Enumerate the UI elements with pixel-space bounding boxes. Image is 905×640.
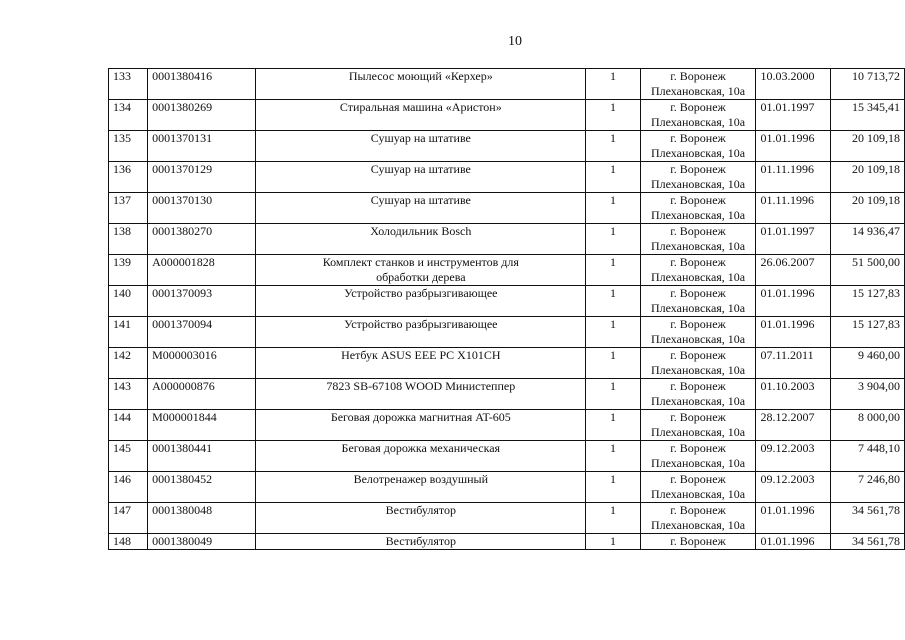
date: 01.01.1996 (760, 131, 815, 145)
item-name-cell (256, 131, 586, 162)
quantity-cell (586, 472, 640, 503)
row-number: 137 (113, 193, 131, 207)
quantity: 1 (610, 193, 617, 207)
item-name-cell (256, 503, 586, 534)
location-line: г. Воронеж (670, 441, 726, 455)
date: 26.06.2007 (760, 255, 815, 269)
cost-cell (830, 410, 904, 441)
table-row (109, 379, 905, 410)
date-cell (756, 100, 830, 131)
cost-cell (830, 348, 904, 379)
item-name-cell (256, 441, 586, 472)
row-number-cell (109, 193, 148, 224)
date-cell (756, 162, 830, 193)
location-cell (640, 286, 756, 317)
location-cell (640, 348, 756, 379)
location-cell (640, 162, 756, 193)
inventory-number: M000001844 (152, 410, 217, 424)
item-name-line: Холодильник Bosch (370, 224, 472, 238)
location-line: Плехановская, 10а (650, 487, 746, 501)
location-line: Плехановская, 10а (650, 425, 746, 439)
item-name-cell (256, 193, 586, 224)
inventory-number: M000003016 (152, 348, 217, 362)
item-name-line: Вестибулятор (385, 534, 456, 548)
quantity-cell (586, 379, 640, 410)
location-line: Плехановская, 10а (650, 456, 746, 470)
date: 01.01.1997 (760, 224, 815, 238)
location-line: г. Воронеж (670, 131, 726, 145)
cost-cell (830, 472, 904, 503)
date-cell (756, 286, 830, 317)
inventory-number-cell (148, 317, 256, 348)
location-line: Плехановская, 10а (650, 115, 746, 129)
location-line: Плехановская, 10а (650, 239, 746, 253)
row-number: 143 (113, 379, 131, 393)
date-cell (756, 348, 830, 379)
quantity: 1 (610, 379, 617, 393)
cost-cell (830, 162, 904, 193)
table-row (109, 410, 905, 441)
quantity: 1 (610, 472, 617, 486)
inventory-number-cell (148, 131, 256, 162)
inventory-number: 0001380416 (152, 69, 213, 83)
date: 01.01.1997 (760, 100, 815, 114)
location-line: г. Воронеж (670, 472, 726, 486)
inventory-number: 0001380441 (152, 441, 213, 455)
inventory-number: 0001370094 (152, 317, 213, 331)
row-number-cell (109, 100, 148, 131)
cost-cell (830, 224, 904, 255)
table-row (109, 69, 905, 100)
inventory-number-cell (148, 162, 256, 193)
row-number: 147 (113, 503, 131, 517)
inventory-number-cell (148, 503, 256, 534)
inventory-number-cell (148, 193, 256, 224)
row-number-cell (109, 69, 148, 100)
quantity: 1 (610, 348, 617, 362)
location-line: Плехановская, 10а (650, 270, 746, 284)
location-line: г. Воронеж (670, 317, 726, 331)
cost: 9 460,00 (858, 348, 900, 362)
table-row (109, 348, 905, 379)
item-name-cell (256, 472, 586, 503)
location-cell (640, 317, 756, 348)
quantity: 1 (610, 255, 617, 269)
cost-cell (830, 534, 904, 550)
item-name-cell (256, 317, 586, 348)
location-cell (640, 69, 756, 100)
inventory-number: A000001828 (152, 255, 215, 269)
cost: 7 448,10 (858, 441, 900, 455)
inventory-number: 0001370131 (152, 131, 213, 145)
date-cell (756, 224, 830, 255)
inventory-number: A000000876 (152, 379, 215, 393)
cost: 10 713,72 (852, 69, 900, 83)
row-number-cell (109, 348, 148, 379)
date-cell (756, 379, 830, 410)
row-number: 145 (113, 441, 131, 455)
date: 01.10.2003 (760, 379, 815, 393)
cost-cell (830, 317, 904, 348)
location-line: г. Воронеж (670, 534, 726, 548)
table-row (109, 317, 905, 348)
location-line: г. Воронеж (670, 193, 726, 207)
item-name-line: обработки дерева (376, 270, 466, 284)
inventory-number-cell (148, 410, 256, 441)
page-number: 10 (508, 34, 522, 49)
row-number: 138 (113, 224, 131, 238)
inventory-number-cell (148, 348, 256, 379)
date: 01.01.1996 (760, 503, 815, 517)
item-name-line: Устройство разбрызгивающее (344, 317, 498, 331)
cost-cell (830, 286, 904, 317)
date-cell (756, 503, 830, 534)
location-line: г. Воронеж (670, 162, 726, 176)
location-cell (640, 472, 756, 503)
table-row (109, 534, 905, 550)
inventory-table (108, 68, 905, 550)
table-row (109, 286, 905, 317)
item-name-line: Устройство разбрызгивающее (344, 286, 498, 300)
location-line: г. Воронеж (670, 100, 726, 114)
row-number: 136 (113, 162, 131, 176)
inventory-number-cell (148, 379, 256, 410)
row-number: 139 (113, 255, 131, 269)
item-name-cell (256, 255, 586, 286)
inventory-number: 0001370130 (152, 193, 213, 207)
item-name-line: Комплект станков и инструментов для (322, 255, 519, 269)
quantity: 1 (610, 286, 617, 300)
row-number-cell (109, 131, 148, 162)
cost-cell (830, 441, 904, 472)
quantity-cell (586, 255, 640, 286)
inventory-number-cell (148, 255, 256, 286)
date-cell (756, 69, 830, 100)
item-name-line: Беговая дорожка магнитная AT-605 (330, 410, 511, 424)
quantity-cell (586, 162, 640, 193)
location-line: Плехановская, 10а (650, 208, 746, 222)
date-cell (756, 472, 830, 503)
date-cell (756, 441, 830, 472)
quantity-cell (586, 100, 640, 131)
table-row (109, 224, 905, 255)
row-number: 144 (113, 410, 131, 424)
location-cell (640, 503, 756, 534)
table-row (109, 100, 905, 131)
cost: 15 127,83 (852, 286, 900, 300)
table-row (109, 162, 905, 193)
cost: 20 109,18 (852, 162, 900, 176)
item-name-cell (256, 224, 586, 255)
item-name-line: 7823 SB-67108 WOOD Министеппер (326, 379, 516, 393)
location-line: г. Воронеж (670, 286, 726, 300)
inventory-number: 0001380270 (152, 224, 213, 238)
item-name-cell (256, 69, 586, 100)
item-name-line: Сушуар на штативе (370, 162, 471, 176)
date: 28.12.2007 (760, 410, 815, 424)
table-row (109, 255, 905, 286)
inventory-number-cell (148, 441, 256, 472)
location-cell (640, 410, 756, 441)
inventory-number: 0001380048 (152, 503, 213, 517)
row-number-cell (109, 379, 148, 410)
table-row (109, 441, 905, 472)
date: 01.01.1996 (760, 286, 815, 300)
cost: 7 246,80 (858, 472, 900, 486)
date: 10.03.2000 (760, 69, 815, 83)
quantity-cell (586, 317, 640, 348)
location-line: г. Воронеж (670, 69, 726, 83)
cost-cell (830, 69, 904, 100)
quantity: 1 (610, 131, 617, 145)
inventory-number: 0001380269 (152, 100, 213, 114)
row-number: 146 (113, 472, 131, 486)
date: 09.12.2003 (760, 472, 815, 486)
cost-cell (830, 379, 904, 410)
table-row (109, 193, 905, 224)
location-cell (640, 441, 756, 472)
row-number: 134 (113, 100, 131, 114)
item-name-cell (256, 286, 586, 317)
location-line: г. Воронеж (670, 348, 726, 362)
cost: 15 127,83 (852, 317, 900, 331)
item-name-line: Сушуар на штативе (370, 193, 471, 207)
inventory-number: 0001380452 (152, 472, 213, 486)
location-cell (640, 193, 756, 224)
row-number-cell (109, 441, 148, 472)
quantity: 1 (610, 224, 617, 238)
location-cell (640, 224, 756, 255)
location-line: г. Воронеж (670, 224, 726, 238)
location-cell (640, 255, 756, 286)
row-number-cell (109, 503, 148, 534)
inventory-number-cell (148, 100, 256, 131)
inventory-table-body (109, 69, 905, 550)
date-cell (756, 193, 830, 224)
item-name-cell (256, 410, 586, 441)
cost: 20 109,18 (852, 193, 900, 207)
location-line: Плехановская, 10а (650, 518, 746, 532)
location-line: Плехановская, 10а (650, 177, 746, 191)
row-number: 135 (113, 131, 131, 145)
quantity-cell (586, 69, 640, 100)
location-line: Плехановская, 10а (650, 363, 746, 377)
date: 01.11.1996 (760, 193, 815, 207)
row-number: 148 (113, 534, 131, 548)
cost: 8 000,00 (858, 410, 900, 424)
location-line: г. Воронеж (670, 410, 726, 424)
row-number-cell (109, 317, 148, 348)
inventory-number-cell (148, 69, 256, 100)
row-number: 133 (113, 69, 131, 83)
row-number-cell (109, 286, 148, 317)
row-number-cell (109, 472, 148, 503)
location-line: г. Воронеж (670, 503, 726, 517)
date: 07.11.2011 (760, 348, 814, 362)
quantity: 1 (610, 534, 617, 548)
date: 01.01.1996 (760, 317, 815, 331)
quantity-cell (586, 131, 640, 162)
location-line: Плехановская, 10а (650, 301, 746, 315)
item-name-line: Вестибулятор (385, 503, 456, 517)
cost-cell (830, 503, 904, 534)
quantity: 1 (610, 410, 617, 424)
cost-cell (830, 100, 904, 131)
item-name-line: Велотренажер воздушный (353, 472, 489, 486)
inventory-number-cell (148, 534, 256, 550)
inventory-number: 0001380049 (152, 534, 213, 548)
cost: 15 345,41 (852, 100, 900, 114)
quantity: 1 (610, 69, 617, 83)
item-name-line: Стиральная машина «Аристон» (339, 100, 502, 114)
date: 01.01.1996 (760, 534, 815, 548)
date: 09.12.2003 (760, 441, 815, 455)
location-line: г. Воронеж (670, 379, 726, 393)
item-name-cell (256, 348, 586, 379)
location-line: Плехановская, 10а (650, 146, 746, 160)
location-cell (640, 379, 756, 410)
row-number-cell (109, 162, 148, 193)
cost: 3 904,00 (858, 379, 900, 393)
quantity-cell (586, 193, 640, 224)
row-number: 141 (113, 317, 131, 331)
cost: 20 109,18 (852, 131, 900, 145)
item-name-cell (256, 534, 586, 550)
item-name-line: Пылесос моющий «Керхер» (348, 69, 493, 83)
cost: 14 936,47 (852, 224, 900, 238)
location-cell (640, 131, 756, 162)
quantity: 1 (610, 441, 617, 455)
quantity-cell (586, 534, 640, 550)
cost: 34 561,78 (852, 534, 900, 548)
location-cell (640, 100, 756, 131)
date-cell (756, 131, 830, 162)
item-name-cell (256, 100, 586, 131)
table-row (109, 131, 905, 162)
date-cell (756, 534, 830, 550)
quantity-cell (586, 503, 640, 534)
cost: 51 500,00 (852, 255, 900, 269)
date-cell (756, 410, 830, 441)
location-line: г. Воронеж (670, 255, 726, 269)
quantity: 1 (610, 317, 617, 331)
cost-cell (830, 131, 904, 162)
date-cell (756, 255, 830, 286)
quantity-cell (586, 410, 640, 441)
location-line: Плехановская, 10а (650, 332, 746, 346)
location-line: Плехановская, 10а (650, 84, 746, 98)
quantity: 1 (610, 503, 617, 517)
location-cell (640, 534, 756, 550)
inventory-number-cell (148, 286, 256, 317)
cost: 34 561,78 (852, 503, 900, 517)
date-cell (756, 317, 830, 348)
item-name-line: Нетбук ASUS EEE PC X101CH (341, 348, 501, 362)
row-number-cell (109, 224, 148, 255)
location-line: Плехановская, 10а (650, 394, 746, 408)
item-name-cell (256, 162, 586, 193)
quantity: 1 (610, 100, 617, 114)
table-row (109, 503, 905, 534)
quantity-cell (586, 286, 640, 317)
row-number-cell (109, 410, 148, 441)
quantity-cell (586, 224, 640, 255)
inventory-number: 0001370093 (152, 286, 213, 300)
table-row (109, 472, 905, 503)
inventory-number-cell (148, 472, 256, 503)
cost-cell (830, 193, 904, 224)
quantity-cell (586, 441, 640, 472)
item-name-cell (256, 379, 586, 410)
inventory-number-cell (148, 224, 256, 255)
quantity-cell (586, 348, 640, 379)
inventory-number: 0001370129 (152, 162, 213, 176)
row-number-cell (109, 534, 148, 550)
row-number-cell (109, 255, 148, 286)
item-name-line: Сушуар на штативе (370, 131, 471, 145)
row-number: 142 (113, 348, 131, 362)
item-name-line: Беговая дорожка механическая (341, 441, 501, 455)
quantity: 1 (610, 162, 617, 176)
date: 01.11.1996 (760, 162, 815, 176)
cost-cell (830, 255, 904, 286)
row-number: 140 (113, 286, 131, 300)
